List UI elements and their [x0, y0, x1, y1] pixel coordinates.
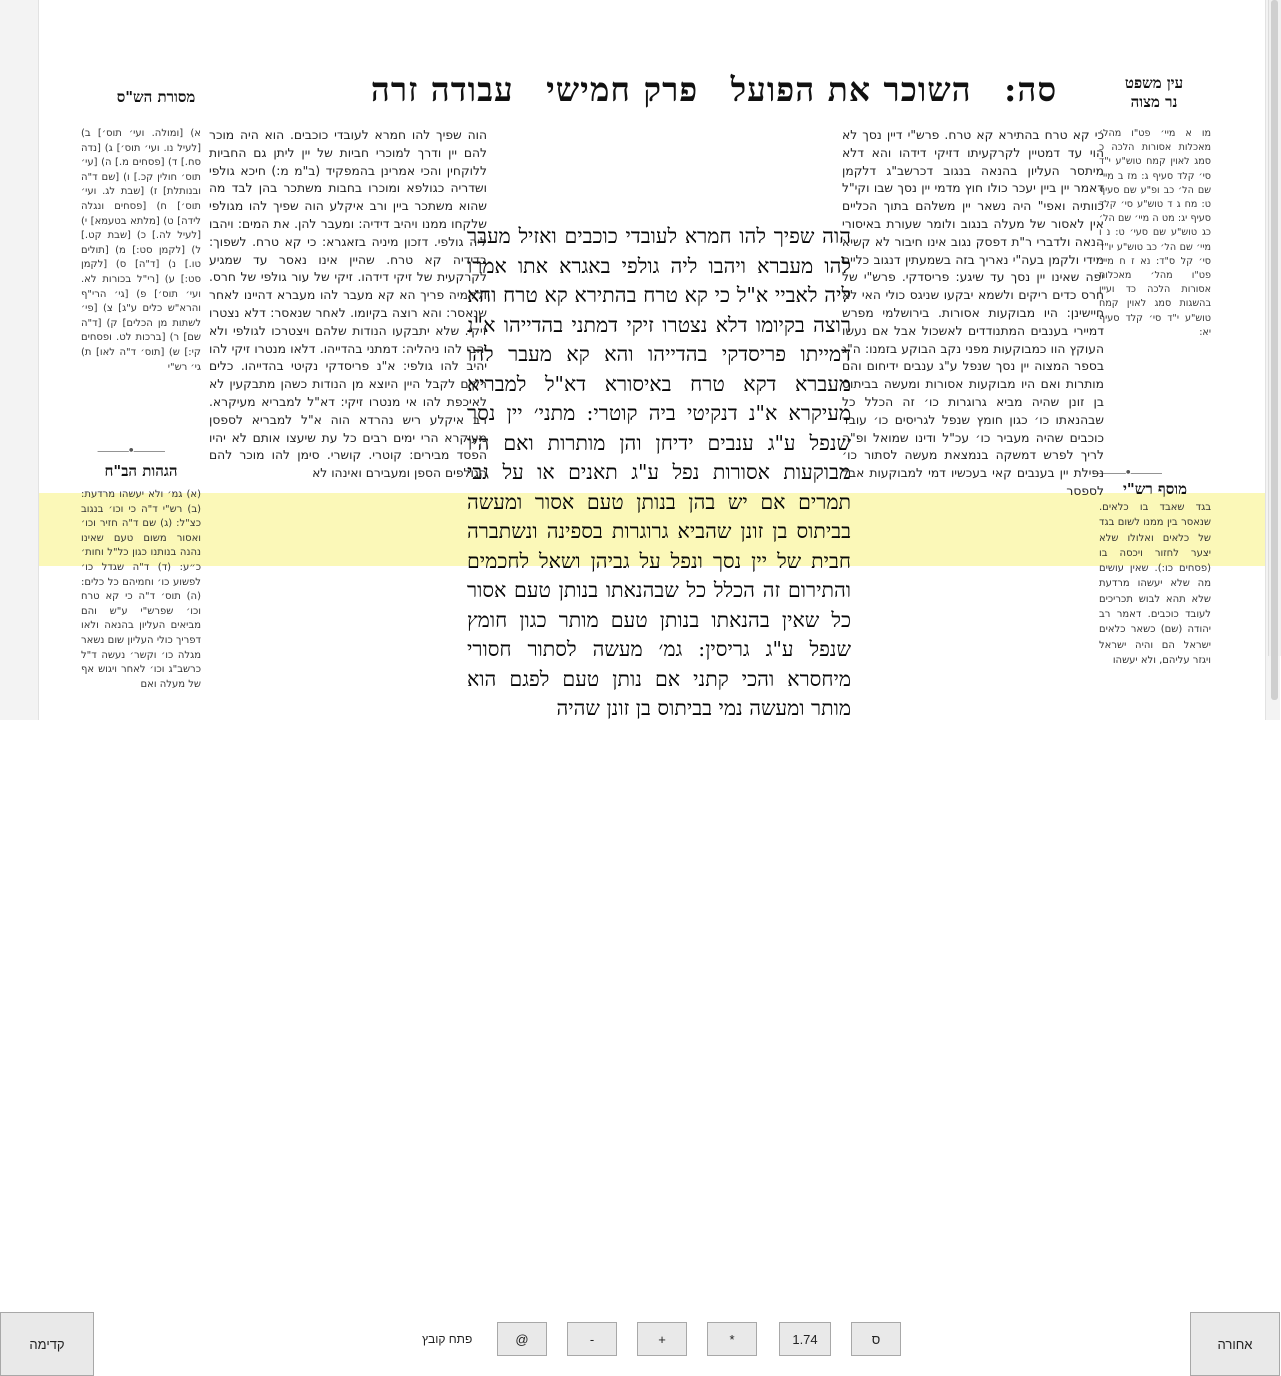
chapter-name: השוכר את הפועל [730, 70, 972, 109]
musaf-rashi-column: בגד שאבד בו כלאים. שנאסר בין ממנו לשום בגד של כלאים ואלולו שלא יצער לחזור ויכסה בו (פסחים כו:). שאין עושים מה שלא יעשהו מרדעת שלא תהא לבוש תכריכים לעובד כוכבים. דאמר רב יהודה (שם) כשאר כלאים ישראל הם והיה ישראל ויגזר עליהם, ולא יעשהו [1099, 502, 1211, 666]
musaf-rashi-header: מוסף רש"י [1123, 480, 1187, 498]
zoom-out-button[interactable]: - [567, 1322, 617, 1356]
ornament-divider-icon: ⸻•⸻ [1094, 466, 1161, 481]
rashi-column: כי קא טרח בהתירא קא טרח. פרש"י דיין נסך לא הוי עד דמטיין לקרקעיתו דזיקי דידהו והא דלא מיתסר העליון בהנאה בנגוב דכרשב"ג דלקמן דאמר יין ביין יעכר כולו חוץ מדמי יין נסך שבו וקי"ל כוותיה ואפי" היה נשאר יין משלהם בתוך הכליים אין לאסור של מעלה בנגוב ולומר שעורת באיסורי הנאה ולדברי ר"ת דפסק נגוב אינו חיבור לא קשיא מידי ולקמן בעה"י נאריך בזה בשמעתין דנגוב כליים יפה שאינו יין נסך עד שיגע: פריסדקי. פרש"י של חרס כדים ריקים ולשמא יבקעו שניגס כולי האי לא חיישינן: היו מבוקעות אסורות. בירושלמי מפרש דמיירי בענבים המתנודדים לאשכול אבל אם נעשו העוקץ הוו כמבוקעות מפני נקב הבוקע בזמנו: ה"ג בספר המצוה יין נסך שנפל ע"ג ענבים ידיחום והם מותרות ואם היו מבוקעות אסורות ומעשה בביתוס בן זונן שהיה מביא גרוגרות כו׳ זה הכלל כל שבהנאתו כו׳ כגון חומץ שנפל לגריסים כו׳ עובד כוכבים שהיה מעביר כו׳ עכ"ל ודינו שמואל ופ"ה לריך לפרש דמשקה בנמצאת מעשה לסתור כו׳ נפילת יין בענבים קאי בעכשיו דמי למבוקעות אבל לספסר [842, 128, 1104, 498]
vertical-scrollbar[interactable] [1268, 0, 1281, 656]
perek-label: פרק חמישי [546, 70, 699, 109]
ein-mishpat-header [1099, 74, 1209, 112]
star-button[interactable]: * [707, 1322, 757, 1356]
masoret-header: מסורת הש"ס [116, 88, 196, 106]
hagahot-header: הגהות הב"ח [104, 462, 178, 480]
zoom-in-button[interactable]: + [637, 1322, 687, 1356]
at-button[interactable]: @ [497, 1322, 547, 1356]
masoret-column: א) [ומולה. ועי׳ תוס׳] ב) [לעיל נו. ועי׳ תוס׳] ג) [נדה סח.] ד) [פסחים מ.] ה) [עי׳ תוס׳ חולין קכ.] ו) [שם ד"ה ובנותלת] ז) [שבת לג. ועי׳ תוס׳] ח) [פסחים ונגלה לידה] ט) [מלתא בטעמא] י) [לעיל לה.] כ) [שבת קט.] ל) [לקמן סט:] מ) [תולים טו.] נ) [ד"ה] ס) [לקמן סט:] ע) [רי"ל בכורות לא. ועי׳ תוס׳] פ) [גי׳ הרי"ף והרא"ש כלים ע"ג] צ) [פי׳ לשתות מן הכלים] ק) [ד"ה שם] ר) [ברכות לט. ופסחים קי:] ש) [תוס׳ ד"ה לאו] ת) גי׳ רש"י [81, 128, 201, 373]
tractate-name: עבודה זרה [370, 70, 514, 109]
ein-mishpat-column: מו א מיי׳ פט"ו מהל׳ מאכלות אסורות הלכה כ סמג לאוין קמח טוש"ע י"ד סי׳ קלד סעיף ג: מז ב מיי׳ שם הל׳ כב ופ"ע שם סעיף ט: מח ג ד טוש"ע סי׳ קלד סעיף יג: מט ה מיי׳ שם הל׳ כג טוש"ע שם סעי׳ ט: נ ו מיי׳ שם הל׳ כב טוש"ע יו"ד סי׳ קל ס"ד: נא ז ח מיי׳ פט"ו מהל׳ מאכלות אסורות הלכה כד ועיין בהשגות סמג לאוין קמח טוש"ע י"ד סי׳ קלד סעיף יא: [1099, 128, 1211, 338]
zoom-level-display[interactable]: 1.74 [779, 1322, 831, 1356]
hagahot-column: (א) גמ׳ ולא יעשהו מרדעת: (ב) רש"י ד"ה כי וכו׳ בנגוב כצ"ל: (ג) שם ד"ה חזיר וכו׳ ואסור משום טעם שאינו נהנה בנותנו כגון כל"ל וחות׳ כ״ע: (ד) ד"ה שגדל כו׳ לפשוע כו׳ וחמיהם כל כלים: (ה) תוס׳ ד"ה כי קא טרח וכו׳ שפרש"י ע"ש והם מביאים העליון בהנאה ולאו דפריך כולי העליון שום נשאר מגלה כו׳ וקשר׳ נעשה ד"ל כרשב"ג וכו׳ לאחר ויגוש אף של מעלה ואם [81, 489, 201, 690]
back-button[interactable]: אחורה [1190, 1312, 1280, 1376]
page-header [334, 70, 1094, 110]
ornament-divider-icon: ⸻•⸻ [97, 444, 164, 459]
gemara-main-text: הוה שפיך להו חמרא לעובדי כוכבים ואזיל מעבר להו מעברא ויהבו ליה גולפי באגרא אתו אמרו ליה לאביי א"ל כי קא טרח בהתירא קא טרח והא רוצה בקיומו דלא נצטרו זיקי דמתני בהדייהו א"נ דמייתו פריסדקי בהדייהו והא קא מעבר להו מעברא דקא טרח באיסורא דא"ל למבריא מעיקרא א"נ דנקיטי ביה קוטרי: מתני׳ יין נסך שנפל ע"ג ענבים ידיחן והן מותרות ואם היו מבוקעות אסורות נפל ע"ג תאנים או על גבי תמרים אם יש בהן בנותן טעם אסור ומעשה בביתוס בן זונן שהביא גרוגרות בספינה ונשתברה חבית של יין נסך ונפל על גביהן ושאל לחכמים והתירום זה הכלל כל שבהנאתו בנותן טעם אסור כל שאין בהנאתו בנותן טעם מותר כגון חומץ שנפל ע"ג גריסין: גמ׳ מעשה לסתור חסורי מיחסרא והכי קתני אם נותן טעם לפגם הוא מותר ומעשה נמי בביתוס בן זונן שהיה [467, 224, 851, 720]
ein-mishpat-title: עין משפט [1124, 74, 1184, 92]
daf-number: סה: [1004, 70, 1058, 109]
ner-mitzvah-title: נר מצוה [1130, 93, 1178, 111]
open-file-label[interactable]: פתח קובץ [422, 1332, 473, 1346]
tosafot-column: הוה שפיך להו חמרא לעובדי כוכבים. הוא היה מוכר להם יין ודרך למוכרי חביות של יין ליתן גם החביות ללוקחין והכי אמרינן בהמפקיד (ב"מ מ:) חיכא גולפי ושדריה כגולפא ומוכרו בחבות משתכר בהן לבד מה שהוא משתכר ביין ורב איקלע הוה שפיך להו מגולפי שלקחו ממנו ויהיב דידיה: ומעבר להן. את המים: ויהבו ליה גולפי. דזכון מיניה בזאגרא: כי קא טרח. לשפוך: בדידיה קא טרח. שהיין אינו נאסר עד שמגיע לקרקעית של זיקי דידהו. זיקי של עור גולפי של חרס. ולקמיה פריך הא קא מעבר להו מעברא דהיינו לאחר שנאסר: והא רוצה בקיומו. לאחר שנאסר: דלא נצטרו זיקי. שלא יתבקעו הנודות שלהם ויצטרכו לגולפי ולא יהבי להו ניהליה: דמתני בהדייהו. דלאו מנטרו זיקי להו יהיב להו גולפי: א"נ פריסדקי נקיטי בהדייהו. כלים רקים לקבל היין היוצא מן הנודות כשהן מתבקעין לא לאיכפת להו אי מנטרו זיקי: דא"ל למבריא מעיקרא. רב איקלע ריש נהרדא הוה א"ל למבריא לספסן מעיקרא הרי ימים רבים כל עת שיעצו אותם לא יהיו הפסד מבירים: קוטרי. קושרי. סימן להו מוכר להם הגולפים הספן ומעבירם ואינהו לא [209, 128, 487, 481]
talmud-page [38, 0, 1266, 720]
scroll-thumb[interactable] [1271, 0, 1278, 700]
s-button[interactable]: ס [851, 1322, 901, 1356]
next-button[interactable]: קדימה [0, 1312, 94, 1376]
